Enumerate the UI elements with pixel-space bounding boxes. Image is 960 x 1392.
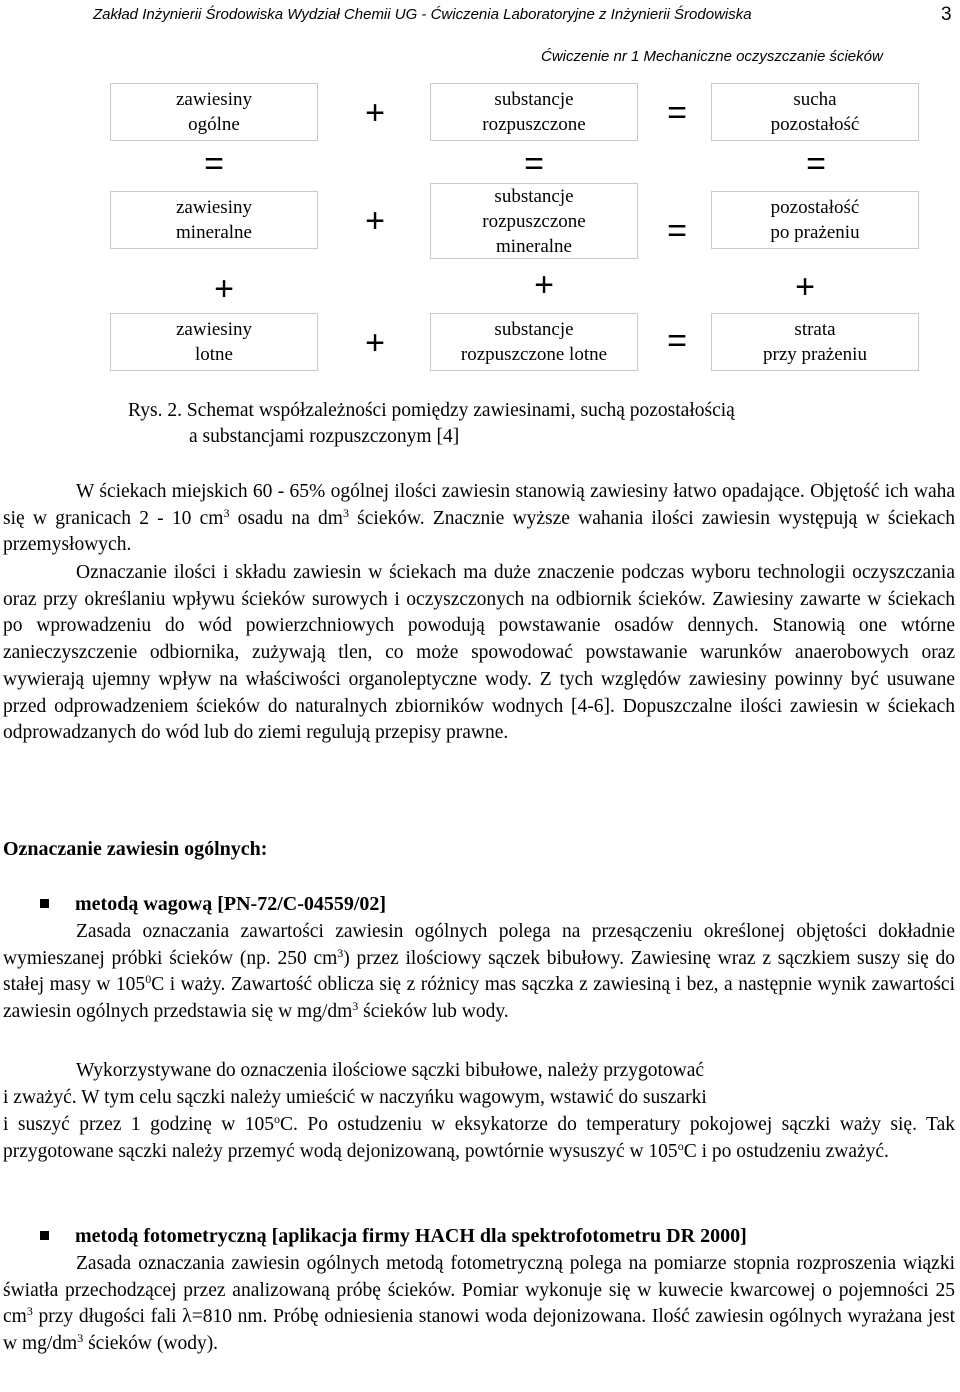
box-dissolved-mineral (430, 183, 638, 259)
section-heading: Oznaczanie zawiesin ogólnych: (3, 838, 268, 860)
plus-sign: + (534, 266, 554, 304)
box-ignition-loss (711, 313, 919, 371)
page-number: 3 (941, 4, 952, 25)
plus-sign: + (365, 202, 385, 240)
superscript: o (274, 1112, 281, 1126)
box-line: rozpuszczone (482, 114, 586, 135)
equals-sign: = (667, 322, 687, 360)
superscript: 3 (223, 505, 230, 520)
box-dissolved-total (430, 83, 638, 141)
equals-sign: = (204, 145, 224, 183)
plus-sign: + (795, 268, 815, 306)
caption-line: Rys. 2. Schemat współzależności pomiędzy zawiesinami, suchą pozostałością (128, 400, 735, 421)
text-line: i zważyć. W tym celu sączki należy umieścić w naczyńku wagowym, wstawić do suszarki (3, 1087, 707, 1108)
bullet-square-icon (40, 899, 49, 908)
paragraph (3, 479, 955, 559)
box-line: po prażeniu (770, 222, 860, 243)
box-line: strata (794, 319, 836, 340)
method-title: metodą wagową [PN-72/C-04559/02] (75, 893, 387, 915)
equals-sign: = (667, 94, 687, 132)
box-line: mineralne (496, 235, 572, 257)
box-line: pozostałość (770, 114, 860, 135)
text-run: Zasada oznaczania zawiesin ogólnych metodą fotometryczną polega na pomiarze stopnia rozproszenia wiązki światła przechodzącej przez analizowaną próbę ścieków. Pomiar wykonuje się w kuwecie kwarcowej o pojemności 25 cm (3, 1253, 955, 1328)
box-line: rozpuszczone (482, 210, 586, 232)
text-run: ścieków lub wody. (358, 1001, 509, 1023)
superscript: 0 (145, 972, 152, 987)
box-line: ogólne (188, 114, 240, 135)
text-run: W ściekach miejskich 60 - 65% ogólnej ilości zawiesin stanowią zawiesiny łatwo opadające. Objętość ich waha się w granicach 2 - 10 cm (3, 481, 955, 529)
box-line: substancje (494, 185, 574, 207)
caption-line: a substancjami rozpuszczonym [4] (189, 426, 460, 447)
box-line: pozostałość (770, 197, 860, 218)
text-run: ścieków (wody). (83, 1333, 219, 1355)
method-title: metodą fotometryczną [aplikacja firmy HACH dla spektrofotometru DR 2000] (75, 1225, 747, 1247)
paragraph (3, 919, 955, 1026)
text-run: C i waży. Zawartość oblicza się z różnicy mas sączka z zawiesiną i bez, a następnie wynik zawartości zawiesin ogólnych przedstawia się w mg/dm (3, 974, 955, 1023)
header-text: Zakład Inżynierii Środowiska Wydział Chemii UG - Ćwiczenia Laboratoryjne z Inżynierii Środowiska (93, 6, 752, 23)
text-run: przy długości fali λ=810 nm. Próbę odniesienia stanowi woda dejonizowana. Ilość zawiesin ogólnych wyrażana jest w mg/dm (3, 1306, 955, 1355)
bullet-square-icon (40, 1231, 49, 1240)
box-line: rozpuszczone lotne (460, 344, 608, 365)
exercise-subtitle: Ćwiczenie nr 1 Mechaniczne oczyszczanie ścieków (541, 48, 883, 65)
text-line: Wykorzystywane do oznaczenia ilościowe sączki bibułowe, należy przygotować (76, 1060, 704, 1081)
box-line: substancje (494, 89, 574, 110)
box-suspended-mineral (110, 191, 318, 249)
text-run: ścieków. Znacznie wyższe wahania ilości zawiesin występują w ściekach przemysłowych. (3, 507, 955, 556)
text-run: C i po ostudzeniu zważyć. (683, 1140, 889, 1162)
equals-sign: = (524, 145, 544, 183)
box-suspended-total (110, 83, 318, 141)
superscript: 3 (342, 505, 349, 520)
box-line: zawiesiny (176, 89, 252, 110)
superscript: o (677, 1138, 684, 1153)
box-dry-residue (711, 83, 919, 141)
box-line: sucha (793, 89, 837, 110)
box-ignition-residue (711, 191, 919, 249)
superscript: 3 (337, 945, 344, 960)
figure-caption (128, 398, 735, 450)
text-run: C. Po ostudzeniu w eksykatorze do temperatury pokojowej sączki waży się. Tak przygotowane sączki należy przemyć wodą dejonizowaną, powtórnie wysuszyć w 105 (3, 1114, 955, 1162)
superscript: 3 (26, 1304, 33, 1319)
box-line: substancje (494, 319, 574, 340)
paragraph: Oznaczanie ilości i składu zawiesin w ściekach ma duże znaczenie podczas wyboru technologii oczyszczania oraz przy określaniu wpływu ścieków surowych i oczyszczonych na odbiornik ścieków. Zawiesiny zawarte w ściekach po wprowadzeniu do wód powierzchniowych powodują powstawanie osadów dennych. Stanowią one wtórne zanieczyszczenie odbiornika, zużywają tlen, co może spowodować powstawanie warunków anaerobowych oraz wywierają ujemny wpływ na właściwości organoleptyczne wody. Z tych względów zawiesiny powinny być usuwane przed odprowadzeniem ścieków do naturalnych zbiorników wodnych [4-6]. Dopuszczalne ilości zawiesin w ściekach odprowadzanych do wód lub do ziemi regulują przepisy prawne. (3, 562, 955, 744)
paragraph (3, 1251, 955, 1358)
plus-sign: + (365, 324, 385, 362)
superscript: 3 (77, 1331, 84, 1346)
equals-sign: = (667, 212, 687, 250)
superscript: 3 (352, 999, 359, 1014)
equals-sign: = (806, 145, 826, 183)
box-line: lotne (195, 344, 233, 365)
box-line: zawiesiny (176, 319, 252, 340)
plus-sign: + (365, 94, 385, 132)
box-line: przy prażeniu (763, 344, 867, 365)
text-run: ) przez ilościowy sączek bibułowy. Zawiesinę wraz z sączkiem suszy się do stałej masy w 105 (3, 947, 956, 996)
box-line: mineralne (176, 222, 252, 243)
text-run: i suszyć przez 1 godzinę w 105 (3, 1114, 275, 1135)
box-line: zawiesiny (176, 197, 252, 218)
box-dissolved-volatile (430, 313, 638, 371)
paragraph (3, 1112, 955, 1165)
text-run: osadu na dm (229, 507, 343, 529)
plus-sign: + (214, 270, 234, 308)
text-run: Zasada oznaczania zawartości zawiesin ogólnych polega na przesączeniu określonej objętości dokładnie wymieszanej próbki ścieków (np. 250 cm (3, 921, 955, 969)
box-suspended-volatile (110, 313, 318, 371)
